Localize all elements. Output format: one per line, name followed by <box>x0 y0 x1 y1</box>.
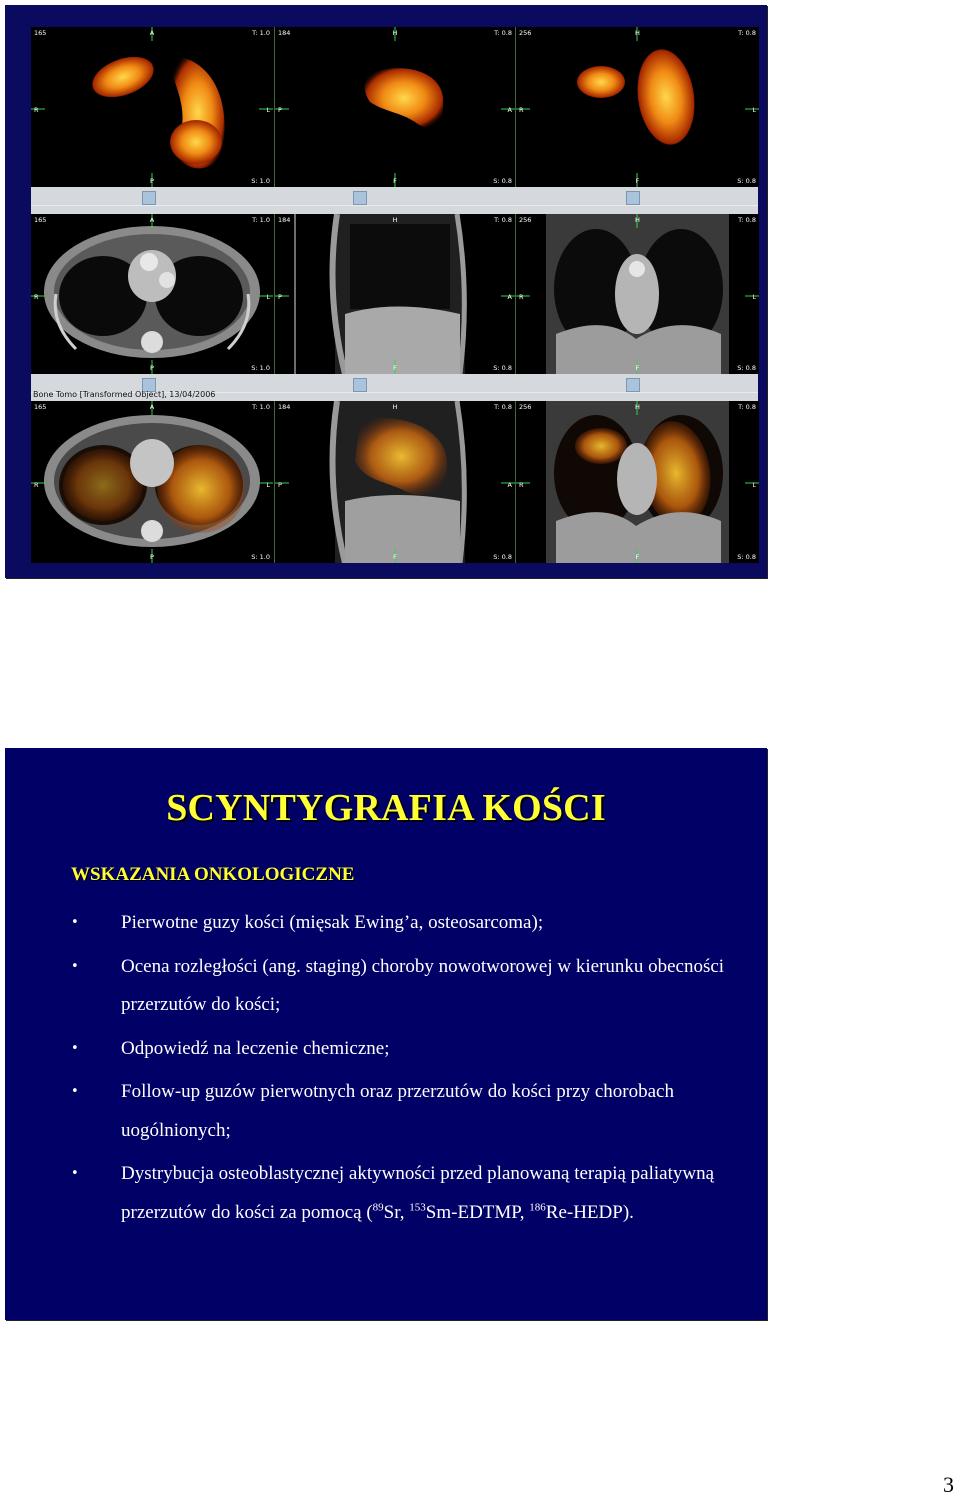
slice-slider-handle[interactable] <box>353 191 367 205</box>
overlay-slice-number: 256 <box>519 216 532 224</box>
bullet-glyph: • <box>71 1084 79 1099</box>
overlay-orientation-left: R <box>519 106 524 114</box>
overlay-orientation-left: P <box>278 481 282 489</box>
slide-title: SCYNTYGRAFIA KOŚCI <box>166 787 606 829</box>
overlay-orientation-right: A <box>507 106 512 114</box>
overlay-thickness: T: 1.0 <box>252 216 270 224</box>
bullet-list <box>71 904 731 1237</box>
bullet-text-part: Dystrybucja osteoblastycznej aktywności przed planowaną terapią paliatywną przerzutów do kości za pomocą ( <box>121 1163 715 1223</box>
fused-coronal-panel[interactable] <box>515 401 759 563</box>
slice-slider-handle[interactable] <box>142 191 156 205</box>
overlay-orientation-right: A <box>507 293 512 301</box>
overlay-orientation-bottom: F <box>393 363 397 372</box>
ct-sagittal-image <box>275 214 515 374</box>
slice-slider-handle[interactable] <box>353 378 367 392</box>
bullet-glyph: • <box>71 1166 79 1181</box>
overlay-orientation-left: R <box>34 481 39 489</box>
bullet-text-part: Sr, <box>383 1201 410 1223</box>
bullet-text: Follow-up guzów pierwotnych oraz przerzutów do kości przy chorobach uogólnionych; <box>121 1081 674 1141</box>
bullet-glyph: • <box>71 958 79 974</box>
overlay-orientation-right: L <box>752 481 756 489</box>
list-item <box>71 1073 731 1150</box>
overlay-orientation-left: R <box>519 481 524 489</box>
spect-axial-panel[interactable] <box>31 27 273 187</box>
overlay-orientation-bottom: F <box>393 176 397 185</box>
strip-divider <box>31 205 758 206</box>
bullet-text-part: Re-HEDP). <box>545 1201 634 1223</box>
spect-coronal-panel[interactable] <box>515 27 759 187</box>
overlay-orientation-left: R <box>34 106 39 114</box>
overlay-thickness: T: 0.8 <box>494 216 512 224</box>
spect-ct-slide <box>5 5 767 578</box>
page-number: 3 <box>943 1472 954 1497</box>
overlay-slice-number: 165 <box>34 403 47 411</box>
fused-coronal-image <box>516 401 759 563</box>
overlay-slice-number: 184 <box>278 29 291 37</box>
overlay-thickness: T: 0.8 <box>494 403 512 411</box>
fused-row <box>31 401 758 563</box>
overlay-orientation-right: L <box>752 106 756 114</box>
overlay-thickness: T: 1.0 <box>252 403 270 411</box>
overlay-slice-number: 256 <box>519 29 532 37</box>
overlay-scale: S: 1.0 <box>251 176 270 185</box>
overlay-orientation-top: H <box>392 403 398 411</box>
overlay-orientation-right: L <box>752 293 756 301</box>
overlay-orientation-top: H <box>392 29 398 37</box>
ct-axial-panel[interactable] <box>31 214 273 374</box>
isotope-mass-number: 153 <box>409 1201 426 1214</box>
overlay-scale: S: 0.8 <box>493 552 512 561</box>
overlay-orientation-left: P <box>278 106 282 114</box>
overlay-scale: S: 0.8 <box>737 552 756 561</box>
overlay-scale: S: 0.8 <box>493 363 512 372</box>
overlay-orientation-right: A <box>507 481 512 489</box>
spect-row <box>31 27 758 187</box>
spect-sagittal-panel[interactable] <box>274 27 515 187</box>
ct-sagittal-panel[interactable] <box>274 214 515 374</box>
overlay-thickness: T: 0.8 <box>738 403 756 411</box>
overlay-orientation-right: L <box>266 481 270 489</box>
list-item <box>71 904 731 943</box>
ct-coronal-panel[interactable] <box>515 214 759 374</box>
series-label: Bone Tomo [Transformed Object], 13/04/2006 <box>33 390 216 399</box>
overlay-orientation-bottom: P <box>150 176 154 185</box>
fused-axial-panel[interactable] <box>31 401 273 563</box>
overlay-slice-number: 256 <box>519 403 532 411</box>
overlay-orientation-left: R <box>34 293 39 301</box>
indications-slide <box>5 748 767 1320</box>
overlay-orientation-top: H <box>392 216 398 224</box>
bullet-text: Pierwotne guzy kości (mięsak Ewing’a, osteosarcoma); <box>121 912 544 933</box>
overlay-orientation-bottom: F <box>635 176 640 185</box>
overlay-orientation-top: A <box>149 216 155 224</box>
overlay-scale: S: 1.0 <box>251 552 270 561</box>
slice-slider-handle[interactable] <box>626 378 640 392</box>
image-viewer <box>31 27 758 563</box>
list-item <box>71 1155 731 1232</box>
overlay-orientation-bottom: F <box>635 363 640 372</box>
overlay-orientation-bottom: P <box>150 363 154 372</box>
overlay-scale: S: 0.8 <box>737 363 756 372</box>
overlay-orientation-top: H <box>635 29 640 37</box>
spect-sagittal-image <box>275 27 515 187</box>
overlay-scale: S: 1.0 <box>251 363 270 372</box>
bullet-glyph: • <box>71 915 79 930</box>
bullet-text <box>121 1163 714 1223</box>
overlay-orientation-top: A <box>149 403 155 411</box>
overlay-orientation-top: A <box>149 29 155 37</box>
overlay-orientation-top: H <box>635 216 640 224</box>
overlay-thickness: T: 1.0 <box>252 29 270 37</box>
list-item <box>71 1030 731 1069</box>
overlay-slice-number: 165 <box>34 29 47 37</box>
fused-sagittal-image <box>275 401 515 563</box>
fused-sagittal-panel[interactable] <box>274 401 515 563</box>
overlay-orientation-bottom: F <box>393 552 397 561</box>
overlay-orientation-bottom: F <box>635 552 640 561</box>
ct-coronal-image <box>516 214 759 374</box>
isotope-mass-number: 89 <box>372 1201 384 1214</box>
bullet-glyph: • <box>71 1040 79 1056</box>
list-item <box>71 948 731 1025</box>
fused-axial-image <box>31 401 273 563</box>
overlay-orientation-bottom: P <box>150 552 154 561</box>
overlay-slice-number: 184 <box>278 216 291 224</box>
spect-coronal-image <box>516 27 759 187</box>
bullet-text-part: Sm-EDTMP, <box>425 1201 530 1223</box>
overlay-slice-number: 184 <box>278 403 291 411</box>
slice-scroll-strip <box>31 374 758 401</box>
overlay-orientation-right: L <box>266 293 270 301</box>
overlay-thickness: T: 0.8 <box>738 29 756 37</box>
bullet-text: Ocena rozległości (ang. staging) choroby nowotworowej w kierunku obecności przerzutów do kości; <box>121 955 725 1015</box>
overlay-scale: S: 0.8 <box>737 176 756 185</box>
ct-row <box>31 214 758 374</box>
spect-axial-image <box>31 27 273 187</box>
overlay-thickness: T: 0.8 <box>494 29 512 37</box>
overlay-scale: S: 0.8 <box>493 176 512 185</box>
bullet-text: Odpowiedź na leczenie chemiczne; <box>121 1037 390 1059</box>
slice-slider-handle[interactable] <box>626 191 640 205</box>
overlay-orientation-left: P <box>278 293 282 301</box>
isotope-mass-number: 186 <box>529 1201 546 1214</box>
overlay-orientation-top: H <box>635 403 640 411</box>
overlay-slice-number: 165 <box>34 216 47 224</box>
overlay-orientation-right: L <box>266 106 270 114</box>
slice-scroll-strip <box>31 187 758 214</box>
slide-subtitle: WSKAZANIA ONKOLOGICZNE <box>71 864 355 885</box>
overlay-orientation-left: R <box>519 293 524 301</box>
ct-axial-image <box>31 214 273 374</box>
overlay-thickness: T: 0.8 <box>738 216 756 224</box>
